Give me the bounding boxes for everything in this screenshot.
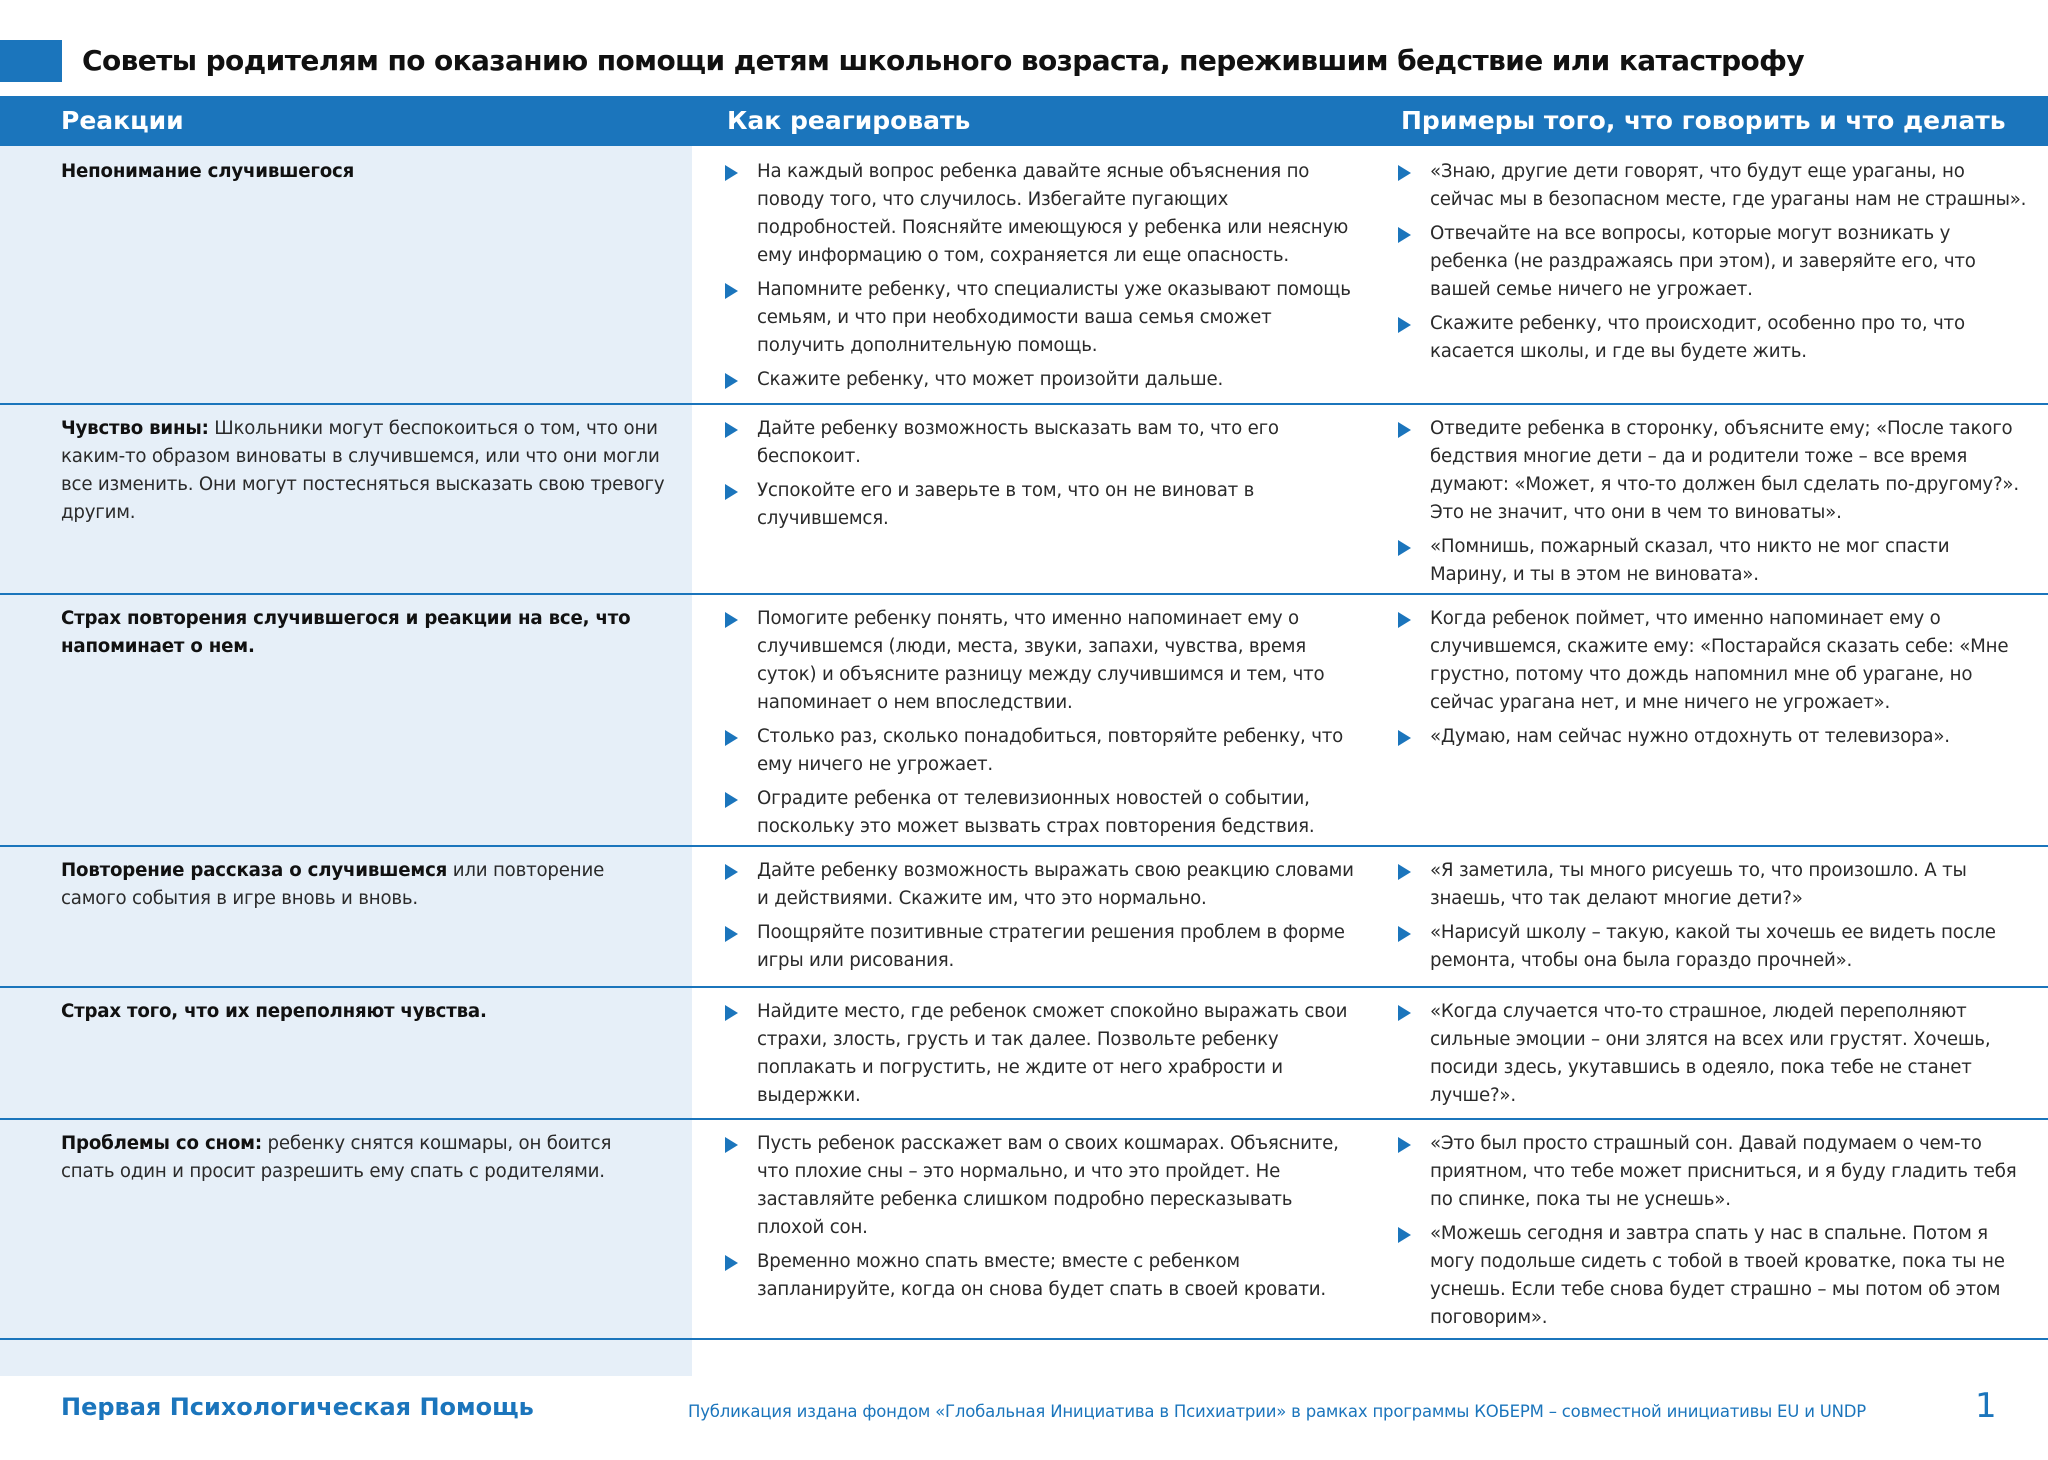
triangle-bullet-icon xyxy=(725,730,738,746)
example-text: Когда ребенок поймет, что именно напоминает ему о случившемся, скажите ему: «Постарайся сказать себе: «Мне грустно, потому что дождь напомнил мне об урагане, но сейчас урагана нет, и мне ничего не угрожает». xyxy=(1430,608,2009,713)
example-item xyxy=(1398,919,2030,975)
example-cell xyxy=(1398,1130,2030,1338)
reaction-description: или повторение самого события в игре вновь и вновь. xyxy=(61,860,605,909)
footer-title: Первая Психологическая Помощь xyxy=(61,1393,534,1421)
example-cell xyxy=(1398,605,2030,757)
reaction-title: Проблемы со сном: xyxy=(61,1133,262,1154)
example-text: «Это был просто страшный сон. Давай подумаем о чем-то приятном, что тебе может присниться, и я буду гладить тебя по спинке, пока ты не уснешь». xyxy=(1430,1133,2017,1210)
example-text: Отвечайте на все вопросы, которые могут возникать у ребенка (не раздражаясь при этом), и заверяйте его, что вашей семье ничего не угрожает. xyxy=(1430,223,1976,300)
how-to-respond-list xyxy=(725,998,1355,1110)
reaction-cell xyxy=(61,998,667,1026)
example-item xyxy=(1398,998,2030,1110)
reaction-title: Повторение рассказа о случившемся xyxy=(61,860,448,881)
how-to-respond-item xyxy=(725,477,1355,533)
reaction-title: Страх того, что их переполняют чувства. xyxy=(61,1001,487,1022)
example-list xyxy=(1398,998,2030,1110)
how-to-respond-cell xyxy=(725,857,1355,981)
triangle-bullet-icon xyxy=(725,864,738,880)
triangle-bullet-icon xyxy=(725,1005,738,1021)
table-header xyxy=(0,96,2048,146)
how-to-respond-text: Столько раз, сколько понадобиться, повторяйте ребенку, что ему ничего не угрожает. xyxy=(757,726,1344,775)
reaction-description: Школьники могут беспокоиться о том, что они каким-то образом виноваты в случившемся, или что они могли все изменить. Они могут постесняться высказать свою тревогу другим. xyxy=(61,418,665,523)
example-text: Отведите ребенка в сторонку, объясните ему; «После такого бедствия многие дети – да и родители тоже – все время думают: «Может, я что-то должен был сделать по-другому?». Это не значит, что они в чем то виноваты». xyxy=(1430,418,2019,523)
how-to-respond-item xyxy=(725,919,1355,975)
how-to-respond-text: Найдите место, где ребенок сможет спокойно выражать свои страхи, злость, грусть и так далее. Позвольте ребенку поплакать и погрустить, не ждите от него храбрости и выдержки. xyxy=(757,1001,1348,1106)
how-to-respond-item xyxy=(725,1248,1355,1304)
example-list xyxy=(1398,857,2030,975)
triangle-bullet-icon xyxy=(725,612,738,628)
how-to-respond-text: Оградите ребенка от телевизионных новостей о событии, поскольку это может вызвать страх повторения бедствия. xyxy=(757,788,1315,837)
title-accent-bar xyxy=(0,40,62,82)
triangle-bullet-icon xyxy=(1398,926,1411,942)
example-list xyxy=(1398,415,2030,589)
triangle-bullet-icon xyxy=(725,926,738,942)
reaction-title: Непонимание случившегося xyxy=(61,161,355,182)
how-to-respond-item xyxy=(725,605,1355,717)
page-number: 1 xyxy=(1975,1386,1997,1426)
triangle-bullet-icon xyxy=(1398,612,1411,628)
how-to-respond-list xyxy=(725,605,1355,841)
example-item xyxy=(1398,723,2030,751)
example-list xyxy=(1398,605,2030,751)
example-list xyxy=(1398,1130,2030,1332)
reaction-cell xyxy=(61,415,667,527)
reaction-cell xyxy=(61,857,667,913)
triangle-bullet-icon xyxy=(1398,422,1411,438)
example-text: «Знаю, другие дети говорят, что будут еще ураганы, но сейчас мы в безопасном месте, где ураганы нам не страшны». xyxy=(1430,161,2027,210)
reaction-cell xyxy=(61,1130,667,1186)
example-item xyxy=(1398,415,2030,527)
example-list xyxy=(1398,158,2030,366)
how-to-respond-item xyxy=(725,415,1355,471)
example-text: «Я заметила, ты много рисуешь то, что произошло. А ты знаешь, что так делают многие дети?» xyxy=(1430,860,1967,909)
how-to-respond-cell xyxy=(725,1130,1355,1310)
example-text: «Когда случается что-то страшное, людей переполняют сильные эмоции – они злятся на всех или грустят. Хочешь, посиди здесь, укутавшись в одеяло, пока тебе не станет лучше?». xyxy=(1430,1001,1991,1106)
triangle-bullet-icon xyxy=(725,792,738,808)
example-text: «Помнишь, пожарный сказал, что никто не мог спасти Марину, и ты в этом не виновата». xyxy=(1430,536,1950,585)
how-to-respond-cell xyxy=(725,158,1355,400)
how-to-respond-text: Успокойте его и заверьте в том, что он не виноват в случившемся. xyxy=(757,480,1255,529)
table-row xyxy=(0,986,2048,1120)
how-to-respond-text: Пусть ребенок расскажет вам о своих кошмарах. Объясните, что плохие сны – это нормально, и что это пройдет. Не заставляйте ребенка слишком подробно пересказывать плохой сон. xyxy=(757,1133,1339,1238)
how-to-respond-text: Дайте ребенку возможность высказать вам то, что его беспокоит. xyxy=(757,418,1279,467)
table-row xyxy=(0,1118,2048,1340)
triangle-bullet-icon xyxy=(1398,540,1411,556)
how-to-respond-text: Напомните ребенку, что специалисты уже оказывают помощь семьям, и что при необходимости ваша семья сможет получить дополнительную помощь. xyxy=(757,279,1351,356)
triangle-bullet-icon xyxy=(725,1137,738,1153)
table-row xyxy=(0,146,2048,405)
triangle-bullet-icon xyxy=(1398,1227,1411,1243)
example-text: «Можешь сегодня и завтра спать у нас в спальне. Потом я могу подольше сидеть с тобой в твоей кроватке, пока ты не уснешь. Если тебе снова будет страшно – мы потом об этом поговорим». xyxy=(1430,1223,2005,1328)
how-to-respond-cell xyxy=(725,998,1355,1116)
triangle-bullet-icon xyxy=(1398,864,1411,880)
how-to-respond-item xyxy=(725,158,1355,270)
example-text: «Нарисуй школу – такую, какой ты хочешь ее видеть после ремонта, чтобы она была гораздо прочней». xyxy=(1430,922,1996,971)
triangle-bullet-icon xyxy=(1398,1137,1411,1153)
footer-publication-note: Публикация издана фондом «Глобальная Инициатива в Психиатрии» в рамках программы КОБЕРМ – совместной инициативы EU и UNDP xyxy=(688,1402,1867,1421)
how-to-respond-list xyxy=(725,415,1355,533)
how-to-respond-item xyxy=(725,723,1355,779)
triangle-bullet-icon xyxy=(1398,317,1411,333)
example-item xyxy=(1398,857,2030,913)
example-item xyxy=(1398,158,2030,214)
example-cell xyxy=(1398,415,2030,595)
triangle-bullet-icon xyxy=(1398,730,1411,746)
how-to-respond-list xyxy=(725,857,1355,975)
triangle-bullet-icon xyxy=(725,422,738,438)
triangle-bullet-icon xyxy=(725,373,738,389)
triangle-bullet-icon xyxy=(725,165,738,181)
triangle-bullet-icon xyxy=(1398,1005,1411,1021)
table-row xyxy=(0,593,2048,847)
how-to-respond-text: Скажите ребенку, что может произойти дальше. xyxy=(757,369,1224,390)
example-cell xyxy=(1398,158,2030,372)
example-item xyxy=(1398,1220,2030,1332)
how-to-respond-text: Помогите ребенку понять, что именно напоминает ему о случившемся (люди, места, звуки, запахи, чувства, время суток) и объясните разницу между случившимся и тем, что напоминает о нем впоследствии. xyxy=(757,608,1325,713)
example-text: «Думаю, нам сейчас нужно отдохнуть от телевизора». xyxy=(1430,726,1950,747)
table-row xyxy=(0,845,2048,988)
how-to-respond-cell xyxy=(725,605,1355,847)
reaction-cell xyxy=(61,158,667,186)
how-to-respond-item xyxy=(725,1130,1355,1242)
reaction-title: Чувство вины: xyxy=(61,418,209,439)
triangle-bullet-icon xyxy=(725,484,738,500)
header-reactions: Реакции xyxy=(61,106,184,135)
example-cell xyxy=(1398,857,2030,981)
reaction-cell xyxy=(61,605,667,661)
how-to-respond-list xyxy=(725,1130,1355,1304)
reaction-description: ребенку снятся кошмары, он боится спать один и просит разрешить ему спать с родителями. xyxy=(61,1133,612,1182)
how-to-respond-item xyxy=(725,785,1355,841)
header-how-to-respond: Как реагировать xyxy=(727,106,971,135)
table-row xyxy=(0,403,2048,595)
triangle-bullet-icon xyxy=(1398,227,1411,243)
example-item xyxy=(1398,310,2030,366)
example-item xyxy=(1398,605,2030,717)
how-to-respond-cell xyxy=(725,415,1355,539)
triangle-bullet-icon xyxy=(725,283,738,299)
header-examples: Примеры того, что говорить и что делать xyxy=(1401,106,2006,135)
how-to-respond-item xyxy=(725,366,1355,394)
how-to-respond-text: Дайте ребенку возможность выражать свою реакцию словами и действиями. Скажите им, что это нормально. xyxy=(757,860,1354,909)
example-cell xyxy=(1398,998,2030,1116)
how-to-respond-text: Поощряйте позитивные стратегии решения проблем в форме игры или рисования. xyxy=(757,922,1345,971)
reaction-title: Страх повторения случившегося и реакции на все, что напоминает о нем. xyxy=(61,608,631,657)
example-text: Скажите ребенку, что происходит, особенно про то, что касается школы, и где вы будете жить. xyxy=(1430,313,1965,362)
how-to-respond-list xyxy=(725,158,1355,394)
triangle-bullet-icon xyxy=(1398,165,1411,181)
how-to-respond-item xyxy=(725,276,1355,360)
how-to-respond-text: На каждый вопрос ребенка давайте ясные объяснения по поводу того, что случилось. Избегайте пугающих подробностей. Поясняйте имеющуюся у ребенка или неясную ему информацию о том, сохраняется ли еще опасность. xyxy=(757,161,1349,266)
how-to-respond-item xyxy=(725,998,1355,1110)
example-item xyxy=(1398,533,2030,589)
page-title: Советы родителям по оказанию помощи детям школьного возраста, пережившим бедствие или катастрофу xyxy=(82,44,1805,77)
triangle-bullet-icon xyxy=(725,1255,738,1271)
how-to-respond-text: Временно можно спать вместе; вместе с ребенком запланируйте, когда он снова будет спать в своей кровати. xyxy=(757,1251,1327,1300)
how-to-respond-item xyxy=(725,857,1355,913)
example-item xyxy=(1398,220,2030,304)
example-item xyxy=(1398,1130,2030,1214)
